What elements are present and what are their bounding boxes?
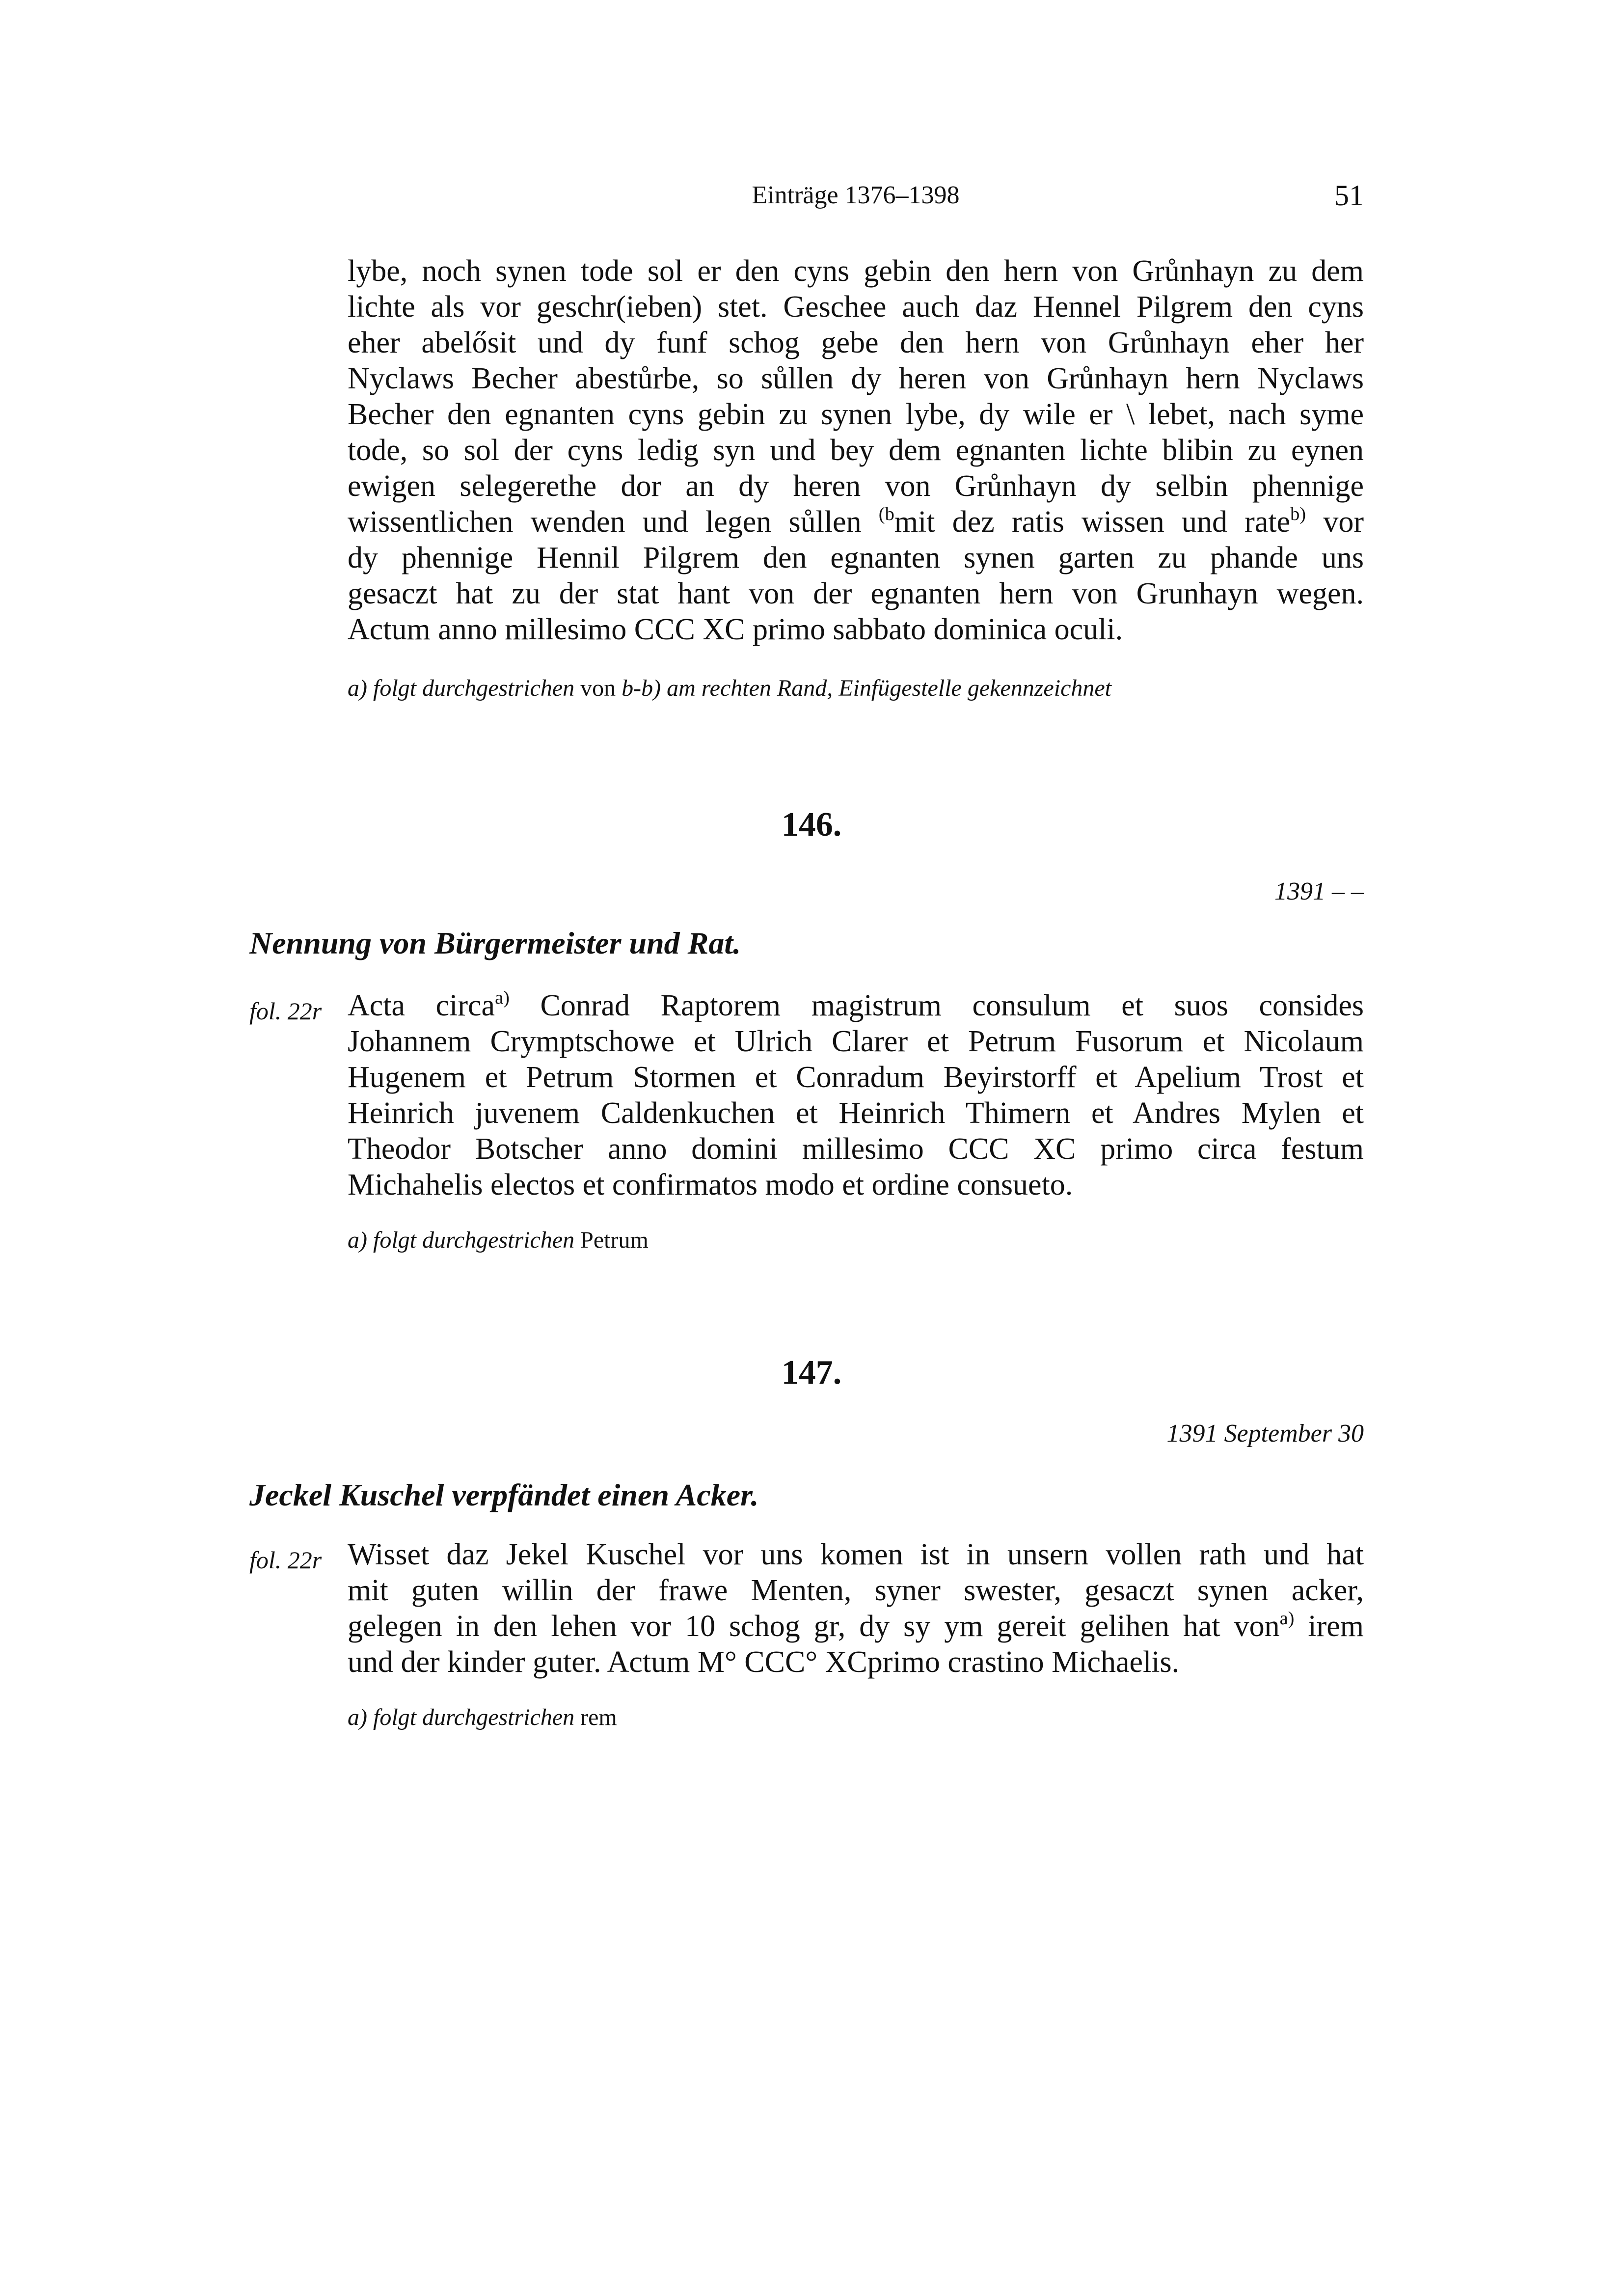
text-line: Actum anno millesimo CCC XC primo sabbato dominica oculi. — [348, 613, 1123, 646]
text-line — [348, 1609, 1364, 1644]
text-line: Becher den egnanten cyns gebin zu synen lybe, dy wile er \ lebet, nach syme — [348, 398, 1364, 431]
footnote-word: rem — [574, 1704, 617, 1730]
folio-reference: fol. 22r — [249, 1546, 322, 1574]
text-line: Hugenem et Petrum Stormen et Conradum Beyirstorff et Apelium Trost et — [348, 1061, 1364, 1094]
running-title: Einträge 1376–1398 — [752, 181, 960, 209]
text-line: und der kinder guter. Actum M° CCC° XCprimo crastino Michaelis. — [348, 1645, 1180, 1679]
entry-footnote — [348, 1703, 1364, 1732]
intro-footnote — [348, 674, 1364, 703]
text-line: Johannem Crymptschowe et Ulrich Clarer et Petrum Fusorum et Nicolaum — [348, 1025, 1364, 1058]
footnote-marker: (b — [878, 504, 894, 525]
entry-date: 1391 – – — [1274, 877, 1364, 905]
text-segment: vor — [1306, 505, 1364, 539]
text-line: dy phennige Hennil Pilgrem den egnanten synen garten zu phande uns — [348, 541, 1364, 574]
entry-title: Nennung von Bürgermeister und Rat. — [249, 926, 741, 960]
footnote-word: von — [574, 675, 622, 701]
text-segment: irem — [1294, 1610, 1364, 1643]
text-line: mit guten willin der frawe Menten, syner swester, gesaczt synen acker, — [348, 1574, 1364, 1607]
folio-reference: fol. 22r — [249, 997, 322, 1025]
footnote-label: a) folgt durchgestrichen — [348, 1704, 575, 1730]
page-header — [348, 176, 1364, 215]
entry-date: 1391 September 30 — [1166, 1420, 1364, 1448]
text-line: lybe, noch synen tode sol er den cyns gebin den hern von Grůnhayn zu dem — [348, 254, 1364, 288]
text-line: ewigen selegerethe dor an dy heren von Grůnhayn dy selbin phennige — [348, 469, 1364, 503]
text-line: Heinrich juvenem Caldenkuchen et Heinrich Thimern et Andres Mylen et — [348, 1096, 1364, 1130]
entry-title: Jeckel Kuschel verpfändet einen Acker. — [249, 1477, 759, 1512]
page-number: 51 — [1334, 179, 1364, 212]
text-line: Wisset daz Jekel Kuschel vor uns komen ist in unsern vollen rath und hat — [348, 1538, 1364, 1571]
footnote-label: a) folgt durchgestrichen — [348, 675, 575, 701]
entry-paragraph — [348, 988, 1364, 1203]
text-line: gesaczt hat zu der stat hant von der egnanten hern von Grunhayn wegen. — [348, 577, 1364, 610]
entry-footnote — [348, 1226, 1364, 1255]
footnote-label: b-b) am rechten Rand, Einfügestelle gekennzeichnet — [622, 675, 1112, 701]
text-line: tode, so sol der cyns ledig syn und bey dem egnanten lichte blibin zu eynen — [348, 434, 1364, 467]
text-segment: gelegen in den lehen vor 10 schog gr, dy sy ym gereit gelihen hat von — [348, 1610, 1280, 1643]
text-line — [348, 988, 1364, 1024]
entry-number: 146. — [781, 806, 842, 844]
entry-number: 147. — [781, 1354, 842, 1392]
text-line: Theodor Botscher anno domini millesimo CCC XC primo circa festum — [348, 1132, 1364, 1166]
text-segment: Acta circa — [348, 989, 495, 1022]
intro-paragraph — [348, 253, 1364, 648]
entry-paragraph — [348, 1537, 1364, 1680]
text-segment: mit dez ratis wissen und rate — [894, 505, 1291, 539]
footnote-label: a) folgt durchgestrichen — [348, 1227, 575, 1253]
text-segment: wissentlichen wenden und legen sůllen — [348, 505, 879, 539]
text-line: Nyclaws Becher abestůrbe, so sůllen dy heren von Grůnhayn hern Nyclaws — [348, 362, 1364, 395]
text-line: eher abelősit und dy funf schog gebe den hern von Grůnhayn eher her — [348, 326, 1364, 359]
footnote-marker: b) — [1290, 504, 1306, 525]
text-line: lichte als vor geschr(ieben) stet. Geschee auch daz Hennel Pilgrem den cyns — [348, 290, 1364, 324]
text-line — [348, 504, 1364, 540]
footnote-marker: a) — [1279, 1608, 1295, 1629]
text-line: Michahelis electos et confirmatos modo et ordine consueto. — [348, 1168, 1073, 1202]
footnote-marker: a) — [495, 987, 510, 1009]
text-segment: Conrad Raptorem magistrum consulum et suos consides — [509, 989, 1364, 1022]
footnote-word: Petrum — [574, 1227, 649, 1253]
